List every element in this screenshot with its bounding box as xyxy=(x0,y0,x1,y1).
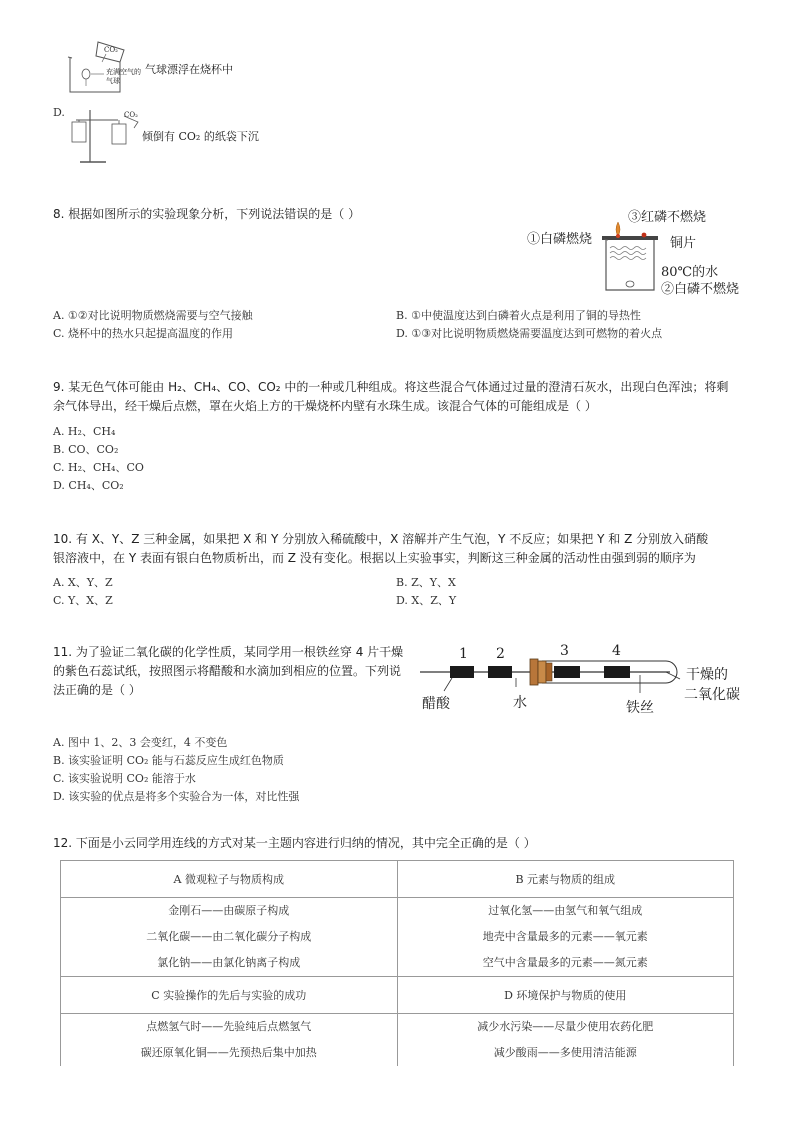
q11-dry-label-1: 干燥的 xyxy=(686,667,728,683)
q11-paper-number-3: 3 xyxy=(560,643,569,659)
table-cell-b xyxy=(397,898,734,977)
q8-copper-label: 铜片 xyxy=(670,236,697,251)
table-row: 碳还原氧化铜——先预热后集中加热 xyxy=(140,1046,317,1059)
q12-stem: 12. 下面是小云同学用连线的方式对某一主题内容进行归纳的情况，其中完全正确的是（ ） xyxy=(53,836,536,850)
top-co2-tag: CO₂ xyxy=(104,46,118,54)
q9-option-c[interactable]: C. H₂、CH₄、CO xyxy=(53,461,144,474)
q9-option-b[interactable]: B. CO、CO₂ xyxy=(53,443,119,456)
q11-paper-number-1: 1 xyxy=(459,646,468,662)
q11-option-b[interactable]: B. 该实验证明 CO₂ 能与石蕊反应生成红色物质 xyxy=(53,754,284,767)
balloon-caption: 气球漂浮在烧杯中 xyxy=(145,63,233,76)
q11-option-d[interactable]: D. 该实验的优点是将多个实验合为一体，对比性强 xyxy=(53,790,300,803)
table-row: 点燃氢气时——先验纯后点燃氢气 xyxy=(146,1020,312,1033)
q8-water-label: 80℃的水 xyxy=(661,265,719,280)
q9-option-a[interactable]: A. H₂、CH₄ xyxy=(53,425,116,438)
q8-option-d[interactable]: D. ①③对比说明物质燃烧需要温度达到可燃物的着火点 xyxy=(396,327,663,340)
q8-option-c[interactable]: C. 烧杯中的热水只起提高温度的作用 xyxy=(53,327,234,340)
q8-white-water-label: ②白磷不燃烧 xyxy=(661,282,740,297)
q10-option-c[interactable]: C. Y、X、Z xyxy=(53,594,113,607)
table-row: 减少水污染——尽量少使用农药化肥 xyxy=(477,1020,654,1033)
q11-stem-line1: 11. 为了验证二氧化碳的化学性质，某同学用一根铁丝穿 4 片干燥 xyxy=(53,645,404,659)
q11-water-label: 水 xyxy=(513,695,527,711)
stand-co2-tag: CO₂ xyxy=(124,111,138,119)
q10-option-d[interactable]: D. X、Z、Y xyxy=(396,594,457,607)
q9-stem-line2: 余气体导出，经干燥后点燃，罩在火焰上方的干燥烧杯内壁有水珠生成。该混合气体的可能组成是（ ） xyxy=(53,399,597,413)
paper-bag-caption: 倾倒有 CO₂ 的纸袋下沉 xyxy=(142,130,259,143)
q10-option-b[interactable]: B. Z、Y、X xyxy=(396,576,456,589)
q8-option-b[interactable]: B. ①中使温度达到白磷着火点是利用了铜的导热性 xyxy=(396,309,641,322)
q10-stem-line2: 银溶液中，在 Y 表面有银白色物质析出，而 Z 没有变化。根据以上实验事实，判断这三种金属的活动性由强到弱的顺序为 xyxy=(53,551,696,565)
q8-white-phosphorus-label: ①白磷燃烧 xyxy=(527,232,593,247)
table-row: 氯化钠——由氯化钠离子构成 xyxy=(157,956,301,969)
q11-option-a[interactable]: A. 图中 1、2、3 会变红，4 不变色 xyxy=(53,736,228,749)
table-cell-c xyxy=(61,1014,398,1067)
table-cell-a xyxy=(61,898,398,977)
table-row: 地壳中含量最多的元素——氧元素 xyxy=(482,930,648,943)
q8-option-a[interactable]: A. ①②对比说明物质燃烧需要与空气接触 xyxy=(53,309,253,322)
q9-stem-line1: 9. 某无色气体可能由 H₂、CH₄、CO、CO₂ 中的一种或几种组成。将这些混合气体通过过量的澄清石灰水，出现白色浑浊；将剩 xyxy=(53,380,729,394)
table-cell-d xyxy=(397,1014,734,1067)
option-d-prefix: D. xyxy=(53,106,65,119)
table-row: 二氧化碳——由二氧化碳分子构成 xyxy=(146,930,312,943)
balloon-label: 充满空气的气球 xyxy=(106,68,141,85)
table-row: 空气中含量最多的元素——氮元素 xyxy=(482,956,648,969)
table-row: 过氧化氢——由氢气和氧气组成 xyxy=(488,904,643,917)
q11-paper-number-2: 2 xyxy=(496,646,505,662)
q8-red-phosphorus-label: ③红磷不燃烧 xyxy=(628,210,707,225)
table-head-a: A 微观粒子与物质构成 xyxy=(61,861,398,898)
q10-stem-line1: 10. 有 X、Y、Z 三种金属，如果把 X 和 Y 分别放入稀硫酸中，X 溶解并产生气泡，Y 不反应；如果把 Y 和 Z 分别放入硝酸 xyxy=(53,532,709,546)
table-head-b: B 元素与物质的组成 xyxy=(397,861,734,898)
q12-summary-table xyxy=(60,860,734,1066)
q11-option-c[interactable]: C. 该实验说明 CO₂ 能溶于水 xyxy=(53,772,196,785)
table-head-d: D 环境保护与物质的使用 xyxy=(397,977,734,1014)
q9-option-d[interactable]: D. CH₄、CO₂ xyxy=(53,479,124,492)
q11-stem-line2: 的紫色石蕊试纸，按照图示将醋酸和水滴加到相应的位置。下列说 xyxy=(53,664,402,678)
q11-stem-line3: 法正确的是（ ） xyxy=(53,683,141,697)
q11-wire-label: 铁丝 xyxy=(626,700,654,716)
q11-paper-number-4: 4 xyxy=(612,643,621,659)
q11-dry-label-2: 二氧化碳 xyxy=(684,687,740,703)
table-row: 金刚石——由碳原子构成 xyxy=(168,904,290,917)
q10-option-a[interactable]: A. X、Y、Z xyxy=(53,576,113,589)
q8-stem: 8. 根据如图所示的实验现象分析，下列说法错误的是（ ） xyxy=(53,207,361,221)
table-row: 减少酸雨——多使用清洁能源 xyxy=(493,1046,637,1059)
table-head-c: C 实验操作的先后与实验的成功 xyxy=(61,977,398,1014)
q11-vinegar-label: 醋酸 xyxy=(422,696,450,712)
